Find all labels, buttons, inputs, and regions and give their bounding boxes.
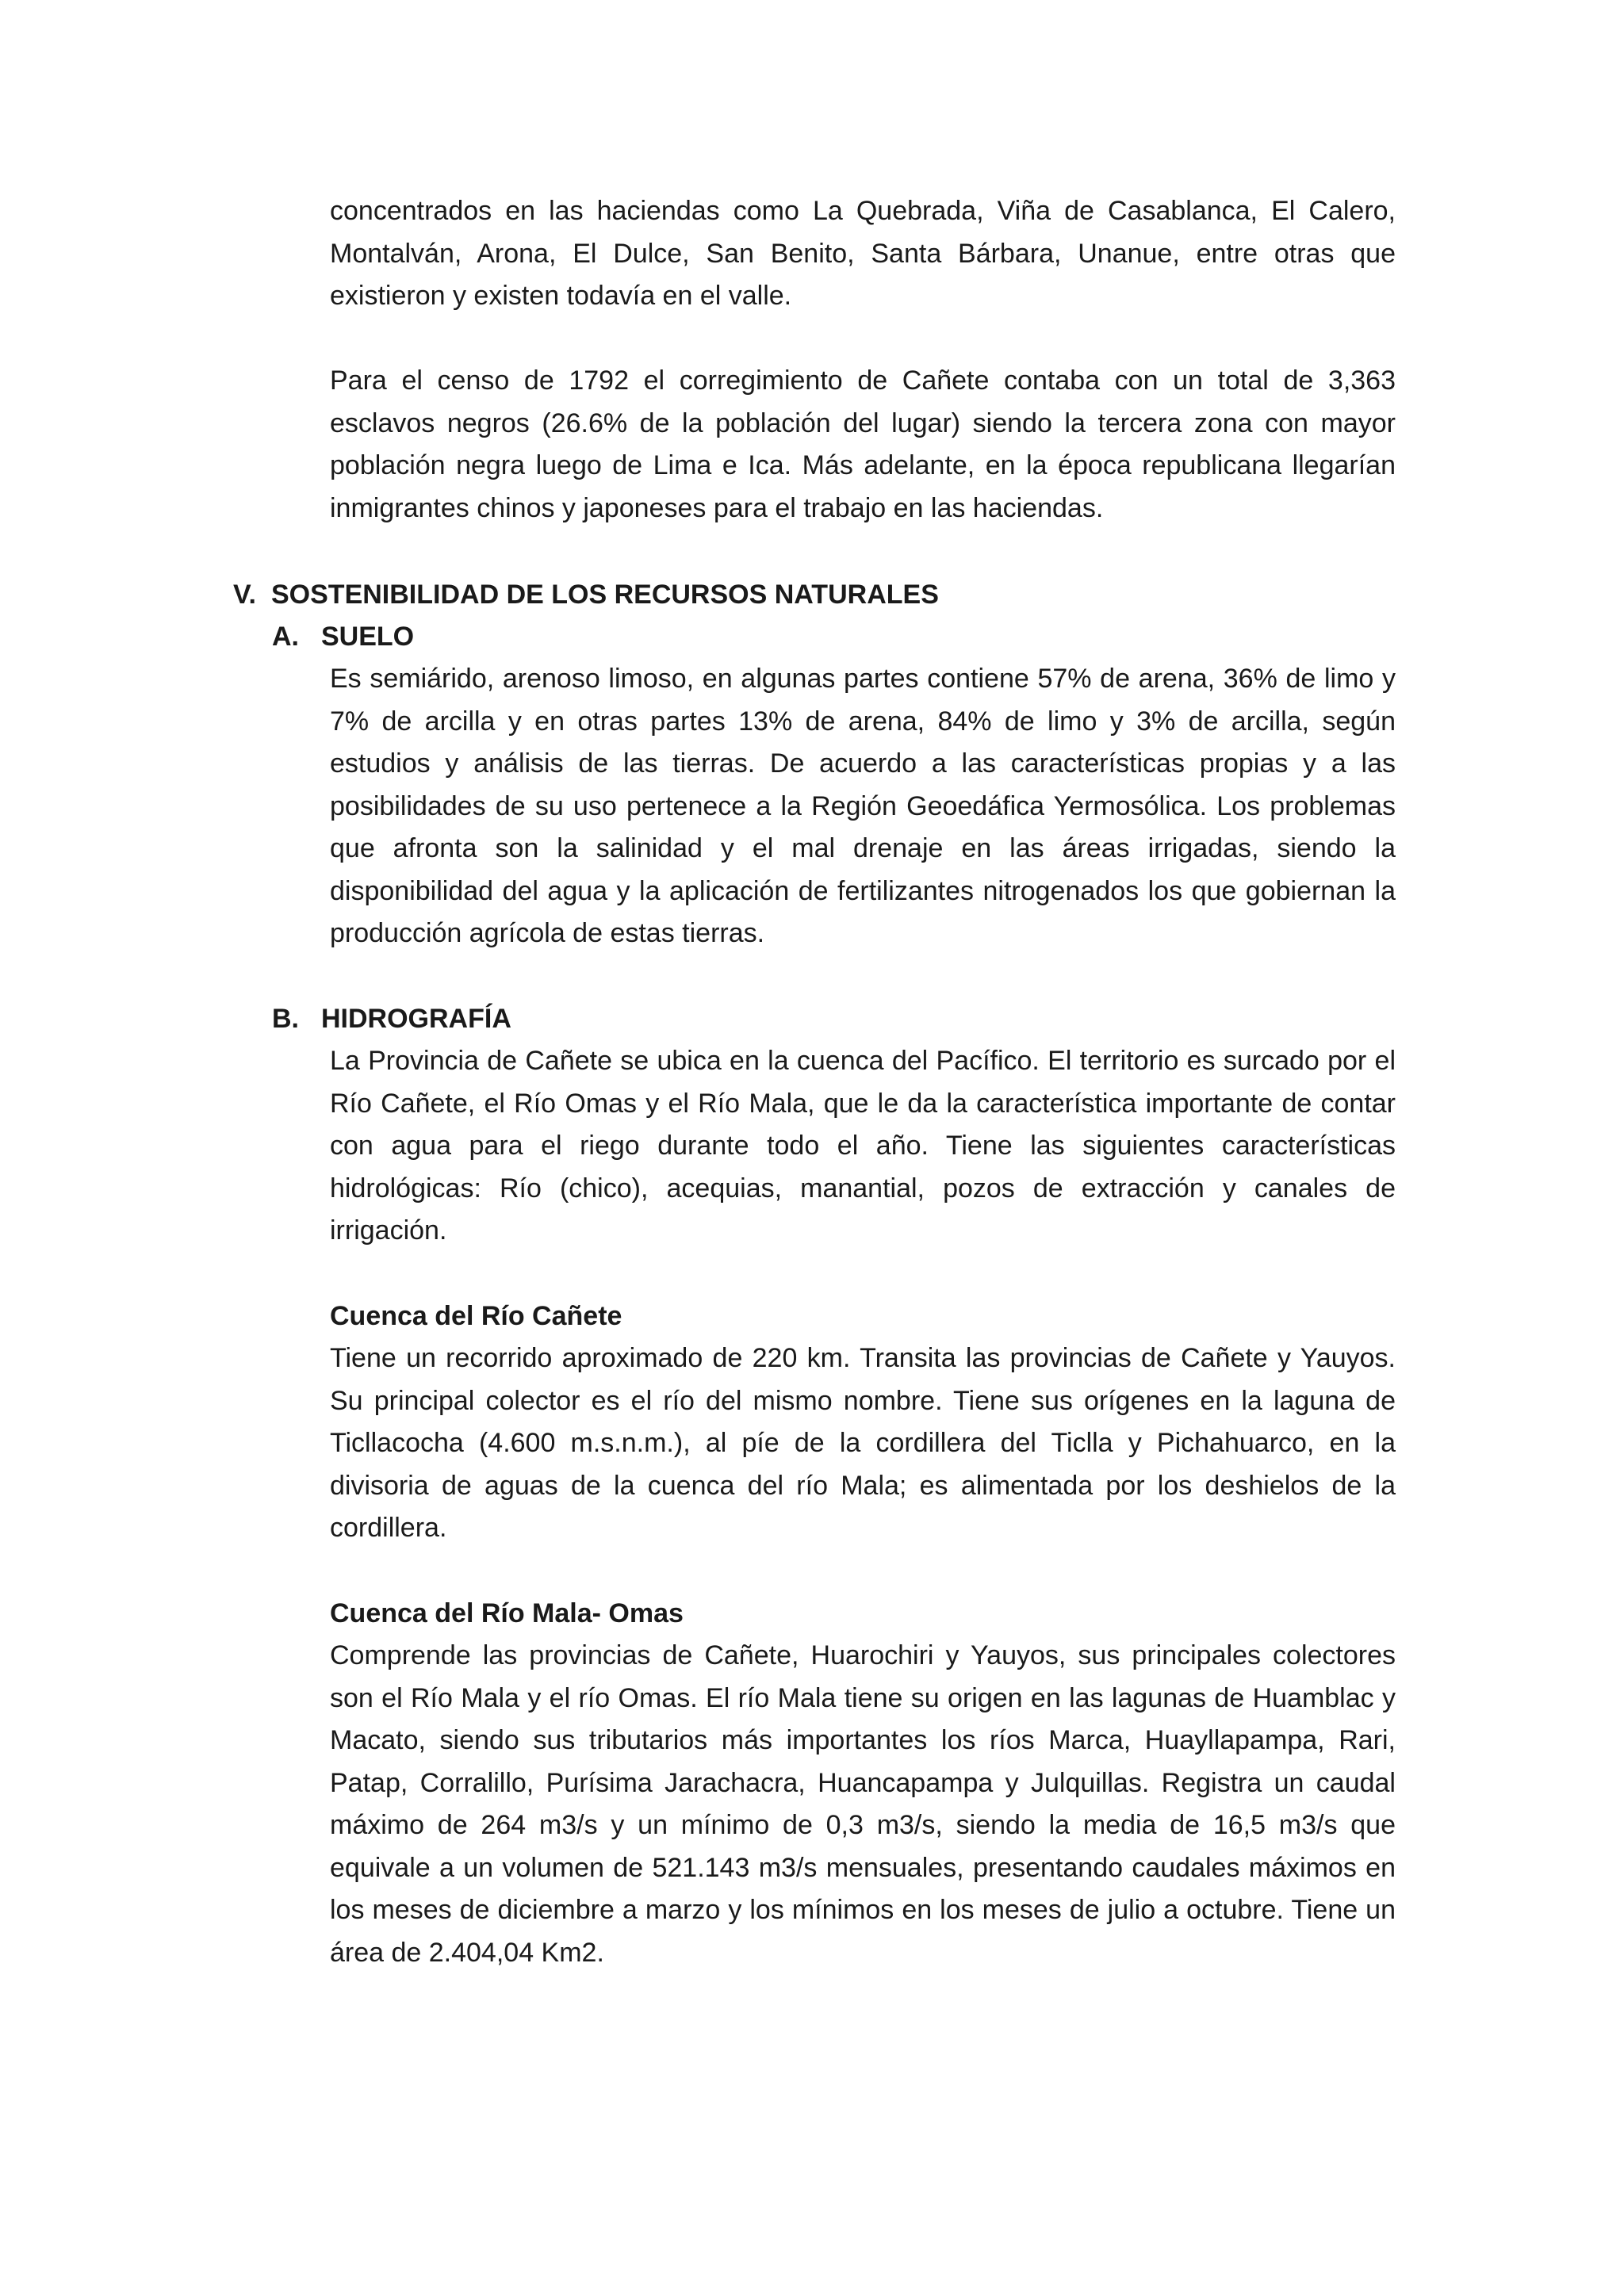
section-v-number: V. [233,580,257,610]
intro-paragraph-1: concentrados en las haciendas como La Quebrada, Viña de Casablanca, El Calero, Montalván, Arona, El Dulce, San Benito, Santa Bárbara, Unanue, entre otras que existieron y existen todavía en el valle. [330,196,1396,311]
section-v-title: SOSTENIBILIDAD DE LOS RECURSOS NATURALES [271,580,939,610]
section-v-heading [233,574,939,617]
cuenca-mala-paragraph: Comprende las provincias de Cañete, Huarochiri y Yauyos, sus principales colectores son el Río Mala y el río Omas. El río Mala tiene su origen en las lagunas de Huamblac y Macato, siendo sus tributarios más importantes los ríos Marca, Huayllapampa, Rari, Patap, Corralillo, Purísima Jarachacra, Huancapampa y Julquillas. Registra un caudal máximo de 264 m3/s y un mínimo de 0,3 m3/s, siendo la media de 16,5 m3/s que equivale a un volumen de 521.143 m3/s mensuales, presentando caudales máximos en los meses de diciembre a marzo y los mínimos en los meses de julio a octubre. Tiene un área de 2.404,04 Km2. [330,1640,1396,1968]
intro-paragraph-2: Para el censo de 1792 el corregimiento de Cañete contaba con un total de 3,363 esclavos negros (26.6% de la población del lugar) siendo la tercera zona con mayor población negra luego de Lima e Ica. Más adelante, en la época republicana llegarían inmigrantes chinos y japoneses para el trabajo en las haciendas. [330,365,1396,523]
section-b-heading [272,998,511,1041]
cuenca-canete-paragraph: Tiene un recorrido aproximado de 220 km. Transita las provincias de Cañete y Yauyos. Su principal colector es el río del mismo nombre. Tiene sus orígenes en la laguna de Ticllacocha (4.600 m.s.n.m.), al píe de la cordillera del Ticlla y Pichahuarco, en la divisoria de aguas de la cuenca del río Mala; es alimentada por los deshielos de la cordillera. [330,1343,1396,1543]
section-a-letter: A. [272,622,299,652]
cuenca-mala-title: Cuenca del Río Mala- Omas [330,1598,684,1628]
section-b-letter: B. [272,1004,299,1034]
hidrografia-paragraph: La Provincia de Cañete se ubica en la cuenca del Pacífico. El territorio es surcado por el Río Cañete, el Río Omas y el Río Mala, que le da la característica importante de contar con agua para el riego durante todo el año. Tiene las siguientes características hidrológicas: Río (chico), acequias, manantial, pozos de extracción y canales de irrigación. [330,1046,1396,1246]
suelo-paragraph: Es semiárido, arenoso limoso, en algunas partes contiene 57% de arena, 36% de limo y 7% de arcilla y en otras partes 13% de arena, 84% de limo y 3% de arcilla, según estudios y análisis de las tierras. De acuerdo a las características propias y a las posibilidades de su uso pertenece a la Región Geoedáfica Yermosólica. Los problemas que afronta son la salinidad y el mal drenaje en las áreas irrigadas, siendo la disponibilidad del agua y la aplicación de fertilizantes nitrogenados los que gobiernan la producción agrícola de estas tierras. [330,664,1396,948]
section-a-title: SUELO [321,622,415,652]
cuenca-canete-title: Cuenca del Río Cañete [330,1301,622,1331]
section-a-heading [272,616,414,659]
section-b-title: HIDROGRAFÍA [321,1004,511,1034]
